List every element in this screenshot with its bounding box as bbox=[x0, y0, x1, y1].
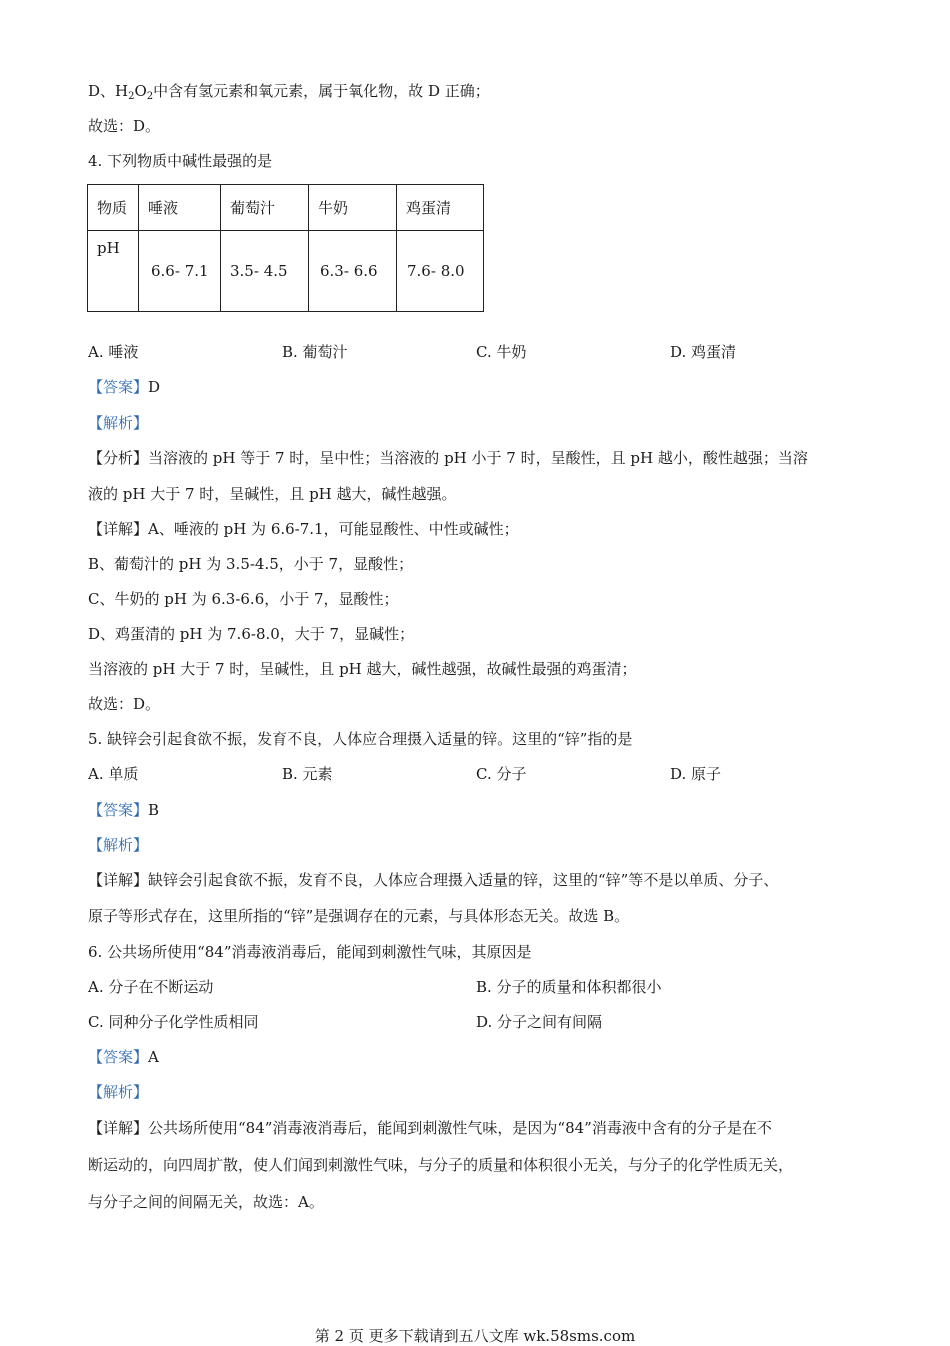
text-line-choice-q3: 故选：D。 bbox=[88, 117, 161, 135]
q6-xiangjie-line-2: 断运动的，向四周扩散，使人们闻到刺激性气味，与分子的质量和体积很小无关，与分子的化学性质无关， bbox=[88, 1156, 794, 1174]
q4-option-c: C. 牛奶 bbox=[476, 343, 527, 361]
ph-table bbox=[87, 184, 484, 312]
subscript: 2 bbox=[128, 91, 135, 102]
q4-xiangjie-line-4: D、鸡蛋清的 pH 为 7.6-8.0，大于 7，显碱性； bbox=[88, 625, 415, 643]
ph-table-cell: 葡萄汁 bbox=[221, 185, 309, 231]
q5-option-a: A. 单质 bbox=[88, 765, 139, 783]
ph-table-cell: pH bbox=[88, 231, 139, 312]
ph-table-cell: 7.6- 8.0 bbox=[397, 231, 484, 312]
q6-option-c: C. 同种分子化学性质相同 bbox=[88, 1013, 259, 1031]
q6-xiangjie-line-1: 【详解】公共场所使用“84”消毒液消毒后，能闻到刺激性气味，是因为“84”消毒液中含有的分子是在不 bbox=[88, 1119, 772, 1137]
answer-value: D bbox=[148, 378, 161, 396]
q4-xiangjie-line-1: 【详解】A、唾液的 pH 为 6.6-7.1，可能显酸性、中性或碱性； bbox=[88, 520, 519, 538]
text-fragment: O bbox=[134, 82, 147, 100]
ph-table-value-row bbox=[88, 231, 484, 312]
ph-table-header-row bbox=[88, 185, 484, 231]
subscript: 2 bbox=[146, 91, 154, 102]
q5-option-d: D. 原子 bbox=[670, 765, 722, 783]
q4-fenxi-line-2: 液的 pH 大于 7 时，呈碱性，且 pH 越大，碱性越强。 bbox=[88, 485, 457, 503]
q4-xiangjie-line-2: B、葡萄汁的 pH 为 3.5-4.5，小于 7，显酸性； bbox=[88, 555, 414, 573]
ph-table-cell: 6.3- 6.6 bbox=[309, 231, 397, 312]
q5-answer bbox=[88, 800, 159, 820]
text-line-d-h2o2 bbox=[88, 81, 490, 101]
q6-xiangjie-line-3: 与分子之间的间隔无关，故选：A。 bbox=[88, 1193, 324, 1211]
answer-tag: 【答案】 bbox=[88, 801, 149, 819]
ph-table-cell: 牛奶 bbox=[309, 185, 397, 231]
q4-answer bbox=[88, 377, 160, 397]
ph-table-cell: 鸡蛋清 bbox=[397, 185, 484, 231]
q4-xiangjie-line-5: 当溶液的 pH 大于 7 时，呈碱性，且 pH 越大，碱性越强，故碱性最强的鸡蛋清； bbox=[88, 660, 637, 678]
q4-option-b: B. 葡萄汁 bbox=[282, 343, 348, 361]
q5-option-b: B. 元素 bbox=[282, 765, 333, 783]
page-footer: 第 2 页 更多下载请到五八文库 wk.58sms.com bbox=[314, 1327, 636, 1345]
q4-xiangjie-line-6: 故选：D。 bbox=[88, 695, 161, 713]
answer-tag: 【答案】 bbox=[88, 378, 149, 396]
q4-fenxi-line-1: 【分析】当溶液的 pH 等于 7 时，呈中性；当溶液的 pH 小于 7 时，呈酸性，且 pH 越小，酸性越强；当溶 bbox=[88, 449, 808, 467]
text-fragment: 中含有氢元素和氧元素，属于氧化物，故 D 正确； bbox=[153, 82, 490, 100]
question-6-stem: 6. 公共场所使用“84”消毒液消毒后，能闻到刺激性气味，其原因是 bbox=[88, 943, 532, 961]
answer-tag: 【答案】 bbox=[88, 1048, 149, 1066]
q5-option-c: C. 分子 bbox=[476, 765, 527, 783]
text-fragment: D、H bbox=[88, 82, 129, 100]
ph-table-cell: 3.5- 4.5 bbox=[221, 231, 309, 312]
answer-value: A bbox=[148, 1048, 159, 1066]
q6-option-b: B. 分子的质量和体积都很小 bbox=[476, 978, 662, 996]
ph-table-cell: 物质 bbox=[88, 185, 139, 231]
q4-analysis-tag: 【解析】 bbox=[88, 414, 149, 432]
q4-xiangjie-line-3: C、牛奶的 pH 为 6.3-6.6，小于 7，显酸性； bbox=[88, 590, 399, 608]
ph-table-cell: 6.6- 7.1 bbox=[139, 231, 221, 312]
ph-table-cell: 唾液 bbox=[139, 185, 221, 231]
q5-xiangjie-line-2: 原子等形式存在，这里所指的“锌”是强调存在的元素，与具体形态无关。故选 B。 bbox=[88, 907, 630, 925]
q5-xiangjie-line-1: 【详解】缺锌会引起食欲不振，发育不良，人体应合理摄入适量的锌，这里的“锌”等不是以单质、分子、 bbox=[88, 871, 779, 889]
q5-analysis-tag: 【解析】 bbox=[88, 836, 149, 854]
q6-answer bbox=[88, 1047, 159, 1067]
q4-option-d: D. 鸡蛋清 bbox=[670, 343, 737, 361]
question-4-stem: 4. 下列物质中碱性最强的是 bbox=[88, 152, 273, 170]
q6-option-a: A. 分子在不断运动 bbox=[88, 978, 214, 996]
q4-option-a: A. 唾液 bbox=[88, 343, 139, 361]
q6-option-d: D. 分子之间有间隔 bbox=[476, 1013, 603, 1031]
q6-analysis-tag: 【解析】 bbox=[88, 1083, 149, 1101]
answer-value: B bbox=[148, 801, 160, 819]
question-5-stem: 5. 缺锌会引起食欲不振，发育不良，人体应合理摄入适量的锌。这里的“锌”指的是 bbox=[88, 730, 633, 748]
